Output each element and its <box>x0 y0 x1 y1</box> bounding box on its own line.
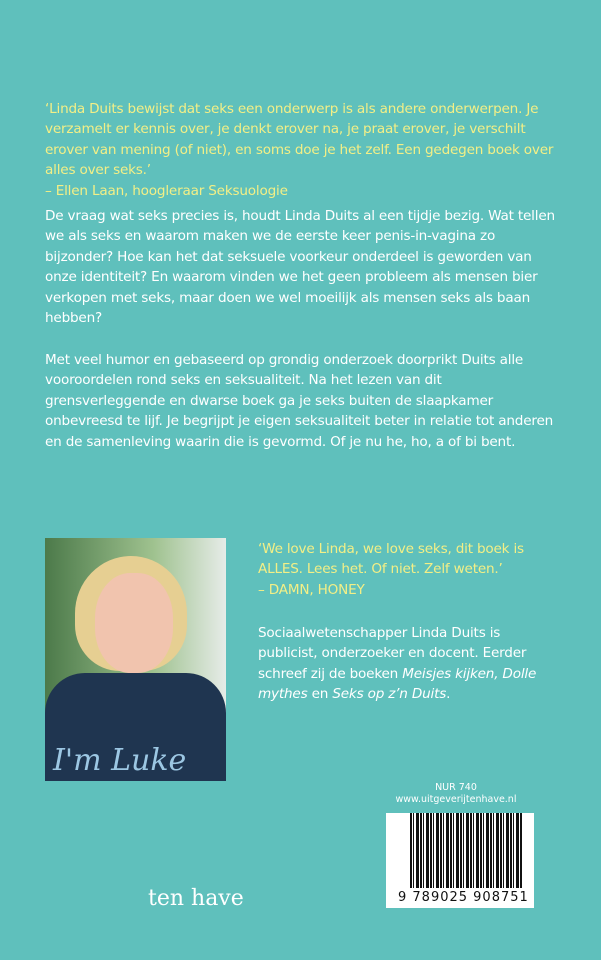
publisher-logo: ten have <box>148 886 244 911</box>
quote-text: ‘We love Linda, we love seks, dit boek is ALLES. Lees het. Of niet. Zelf weten.’ <box>258 541 524 578</box>
blurb-paragraph-1: De vraag wat seks precies is, houdt Linda Duits al een tijdje bezig. Wat tellen we als seks en waarom maken we de eerste keer penis-in-vagina zo bijzonder? Hoe kan het dat seksuele voorkeur onderdeel is geworden van onze identiteit? En waarom vinden we het geen probleem als mensen bier verkopen met seks, maar doen we wel moeilijk als mensen seks als baan hebben? <box>45 208 555 327</box>
website: www.uitgeverijtenhave.nl <box>395 794 517 805</box>
nur-code: NUR 740 <box>435 782 477 793</box>
author-bio <box>258 623 558 705</box>
publisher-info <box>386 782 526 806</box>
quote-text: ‘Linda Duits bewijst dat seks een onderwerp is als andere onderwerpen. Je verzamelt er kennis over, je denkt erover na, je praat erover, je verschilt erover van mening (of niet), en soms doe je het zelf. Een gedegen boek over alles over seks.’ <box>45 101 554 179</box>
book-title: Meisjes kijken, Dolle mythes <box>258 665 537 703</box>
bio-text: Sociaalwetenschapper Linda Duits is publicist, onderzoeker en docent. Eerder schreef zij de boeken <box>258 625 527 682</box>
endorsement-quote-2 <box>258 539 558 600</box>
barcode-bars <box>410 813 522 888</box>
bio-text: . <box>446 686 451 703</box>
endorsement-quote-1 <box>45 99 560 201</box>
shirt-logo: I'm Luke <box>53 743 187 778</box>
blurb-paragraph-2: Met veel humor en gebaseerd op grondig onderzoek doorprikt Duits alle vooroordelen rond seks en seksualiteit. Na het lezen van dit grensverleggende en dwarse boek ga je seks buiten de slaapkamer onbevreesd te lijf. Je begrijpt je eigen seksualiteit beter in relatie tot anderen en de samenleving waarin die is gevormd. Of je nu he, ho, a of bi bent. <box>45 352 554 450</box>
quote-attribution: – DAMN, HONEY <box>258 581 365 598</box>
barcode <box>386 813 534 908</box>
bio-text: en <box>307 686 333 703</box>
quote-attribution: – Ellen Laan, hoogleraar Seksuologie <box>45 182 288 199</box>
isbn-number: 9 789025 908751 <box>398 890 529 905</box>
book-title: Seks op z’n Duits <box>332 686 447 703</box>
author-photo <box>45 538 226 781</box>
